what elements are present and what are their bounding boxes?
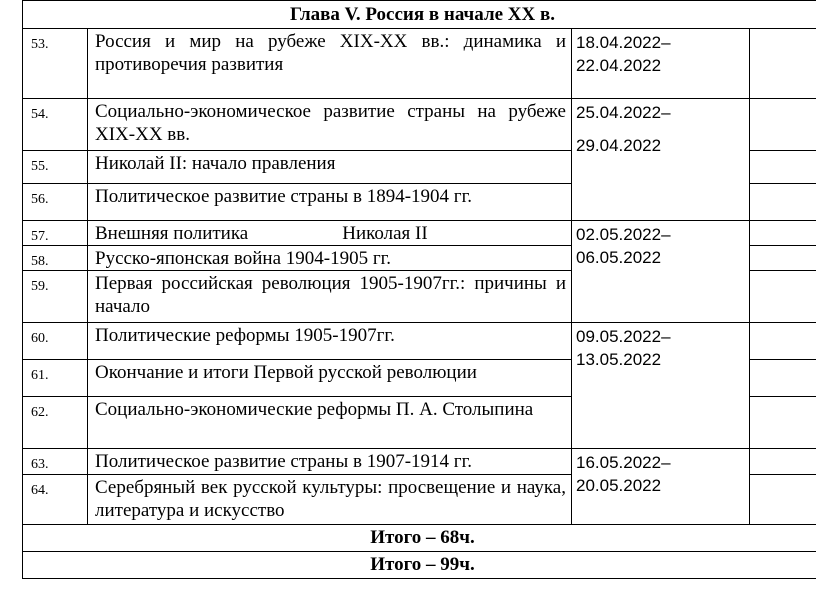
date-end: 20.05.2022 (576, 476, 662, 495)
empty-cell (750, 323, 816, 360)
empty-cell (750, 151, 816, 184)
date-range (572, 323, 750, 449)
empty-cell (750, 397, 816, 449)
lesson-plan-table (22, 0, 816, 579)
row-number: 59. (23, 271, 88, 323)
date-start: 02.05.2022– (576, 225, 671, 244)
date-end: 22.04.2022 (576, 56, 662, 75)
empty-cell (750, 449, 816, 475)
lesson-topic: Социально-экономическое развитие страны на рубеже XIX-XX вв. (88, 99, 572, 151)
row-number: 58. (23, 246, 88, 271)
row-number: 62. (23, 397, 88, 449)
lesson-topic: Окончание и итоги Первой русской революции (88, 360, 572, 397)
date-start: 25.04.2022– (576, 103, 671, 122)
chapter-header-row (23, 1, 816, 29)
date-start: 16.05.2022– (576, 453, 671, 472)
row-number: 64. (23, 475, 88, 525)
row-number: 57. (23, 221, 88, 246)
empty-cell (750, 184, 816, 221)
row-number: 63. (23, 449, 88, 475)
empty-cell (750, 360, 816, 397)
table-row (23, 29, 816, 99)
row-number: 55. (23, 151, 88, 184)
row-number: 60. (23, 323, 88, 360)
table-row (23, 99, 816, 151)
lesson-topic-part: Внешняя политика (95, 223, 249, 244)
empty-cell (750, 271, 816, 323)
lesson-topic: Социально-экономические реформы П. А. Столыпина (88, 397, 572, 449)
empty-cell (750, 29, 816, 99)
lesson-topic-part: Николая II (342, 223, 428, 244)
lesson-topic: Русско-японская война 1904-1905 гг. (88, 246, 572, 271)
total-row (23, 525, 816, 552)
total-label: Итого – 99ч. (23, 552, 816, 579)
empty-cell (750, 99, 816, 151)
total-row (23, 552, 816, 579)
date-range (572, 221, 750, 323)
date-start: 18.04.2022– (576, 33, 671, 52)
lesson-topic: Политическое развитие страны в 1907-1914 гг. (88, 449, 572, 475)
date-end: 06.05.2022 (576, 248, 662, 267)
lesson-topic: Николай II: начало правления (88, 151, 572, 184)
date-end: 29.04.2022 (576, 136, 662, 155)
table-row (23, 449, 816, 475)
lesson-topic (88, 221, 572, 246)
date-range (572, 449, 750, 525)
lesson-topic: Россия и мир на рубеже XIX-XX вв.: динамика и противоречия развития (88, 29, 572, 99)
lesson-topic: Серебряный век русской культуры: просвещение и наука, литература и искусство (88, 475, 572, 525)
date-range (572, 29, 750, 99)
row-number: 54. (23, 99, 88, 151)
lesson-topic: Политические реформы 1905-1907гг. (88, 323, 572, 360)
date-start: 09.05.2022– (576, 327, 671, 346)
table-row (23, 221, 816, 246)
empty-cell (750, 246, 816, 271)
lesson-topic: Политическое развитие страны в 1894-1904 гг. (88, 184, 572, 221)
empty-cell (750, 221, 816, 246)
lesson-topic: Первая российская революция 1905-1907гг.: причины и начало (88, 271, 572, 323)
row-number: 61. (23, 360, 88, 397)
total-label: Итого – 68ч. (23, 525, 816, 552)
table-row (23, 323, 816, 360)
date-end: 13.05.2022 (576, 350, 662, 369)
chapter-title: Глава V. Россия в начале XX в. (23, 1, 816, 29)
date-range (572, 99, 750, 221)
row-number: 53. (23, 29, 88, 99)
row-number: 56. (23, 184, 88, 221)
empty-cell (750, 475, 816, 525)
